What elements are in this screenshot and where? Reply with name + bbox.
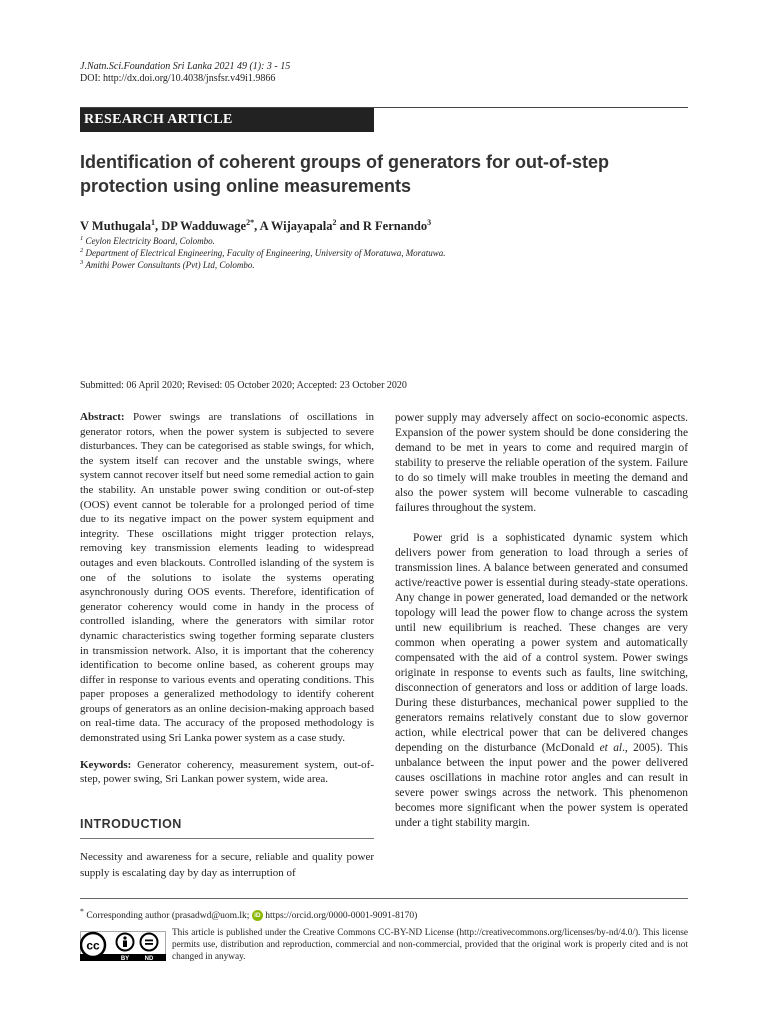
affiliation-2-sup: 2 — [80, 247, 84, 254]
citation-et-al: et al — [599, 742, 623, 754]
cc-by-nd-badge-icon[interactable] — [80, 931, 166, 961]
by-text: BY — [120, 956, 130, 961]
footer-rule — [80, 898, 688, 899]
author-3: A Wijayapala — [259, 219, 333, 234]
author-conjunction: and — [339, 219, 360, 234]
paper-title: Identification of coherent groups of generators for out-of-step protection using online measurements — [80, 152, 609, 196]
right-paragraph-2-text-b: ., 2005). This unbalance between the input power and the power delivered causes oscillations in machine rotor angles and can result in severe power swings across the network. This phenomenon becomes more significant when the power system is operated under a tight stability margin. — [395, 742, 688, 829]
introduction-paragraph: Necessity and awareness for a secure, reliable and quality power supply is escalating day by day as interruption of — [80, 851, 374, 879]
author-3-sup: 2 — [332, 218, 337, 227]
cc-text: cc — [86, 938, 100, 953]
right-paragraph-1: power supply may adversely affect on socio-economic aspects. Expansion of the power system should be done considering the demand to be met in years to come and required margin of stability to preserve the reliable operation of the system. Failure to do so timely will make troubles in meeting the demand and also the power system will become vulnerable to cascading failures throughout the system. — [395, 412, 688, 514]
doi-link[interactable]: DOI: http://dx.doi.org/10.4038/jnsfsr.v49i1.9866 — [80, 73, 276, 84]
keywords — [80, 758, 374, 787]
introduction-heading: INTRODUCTION — [80, 817, 182, 831]
right-paragraph-2-text-a: Power grid is a sophisticated dynamic system which delivers power from generation to load through a series of transmission lines. A balance between generated and consumed active/reactive power is essential during steady-state operations. Any change in power generated, load demanded or the network topology will lead the power flow to change across the system until new equilibrium is reached. These changes are very common when operating a power system and automatically compensated with the aid of a control system. Power swings originate in response to events such as faults, line switching, disconnection of generators and loss or addition of large loads. During these disturbances, mechanical power supplied to the generators remains relatively constant due to slow governor action, while electrical power that can be delivered changes depending on the disturbance (McDonald — [395, 532, 688, 754]
abstract-text: Power swings are translations of oscillations in generator rotors, when the power system is subjected to severe disturbances. They can be categorised as stable swings, for which, the system itself can recover and the unstable swings, where system cannot recover itself but need some remedial action to gain the stability. An unstable power swing condition or out-of-step (OOS) event cannot be tolerable for a prolonged period of time due to its negative impact on the power system equipment and integrity. These oscillations might trigger protection relays, removing key transmission elements leading to widespread outages and even blackouts. Controlled islanding of the system is one of the solutions to isolate the systems operating asynchronously during OOS events. Therefore, identification of generator coherency would come in handy in the process of controlled islanding, where the generators with similar rotor dynamic characteristics swing together forming separate clusters in transmission network. Also, it is important that the coherency identification to become online based, as coherent groups may differ in response to various events and operating conditions. This paper proposes a generalized methodology to identify coherent groups of generators as an online decision-making approach based on real-time data. The accuracy of the proposed methodology is demonstrated using Sri Lanka power system as a case study. — [80, 411, 375, 745]
submission-dates: Submitted: 06 April 2020; Revised: 05 October 2020; Accepted: 23 October 2020 — [80, 380, 407, 391]
corresponding-author — [80, 906, 417, 922]
abstract-label: Abstract: — [80, 411, 125, 423]
keywords-label: Keywords: — [80, 758, 132, 771]
orcid-icon[interactable]: iD — [252, 910, 263, 921]
right-paragraph-2 — [395, 531, 688, 831]
author-4-sup: 3 — [427, 218, 432, 227]
affiliation-3-text: Amithi Power Consultants (Pvt) Ltd, Colombo. — [85, 260, 255, 270]
affiliation-2-text: Department of Electrical Engineering, Faculty of Engineering, University of Moratuwa, Moratuwa. — [85, 248, 446, 258]
right-column — [395, 411, 688, 831]
keywords-text: Generator coherency, measurement system, out-of-step, power swing, Sri Lankan power system, wide area. — [80, 758, 374, 786]
journal-citation: J.Natn.Sci.Foundation Sri Lanka 2021 49 (1): 3 - 15 — [80, 61, 291, 72]
corr-asterisk: * — [80, 907, 84, 916]
author-1-sup: 1 — [150, 218, 155, 227]
orcid-link[interactable]: https://orcid.org/0000-0001-9091-8170) — [265, 911, 418, 922]
article-type-banner: RESEARCH ARTICLE — [80, 108, 374, 132]
license-text: This article is published under the Creative Commons CC-BY-ND License (http://creativecommons.org/licenses/by-nd/4.0/). This license permits use, distribution and reproduction, commercial and non-commercial, provided that the original work is properly cited and is not changed in anyway. — [172, 928, 688, 962]
nd-text: ND — [144, 956, 154, 961]
affiliation-1-text: Ceylon Electricity Board, Colombo. — [85, 236, 215, 246]
author-2-sup: 2* — [246, 218, 255, 227]
abstract — [80, 410, 374, 746]
author-1: V Muthugala — [80, 219, 151, 234]
corr-text: Corresponding author (prasadwd@uom.lk; — [86, 911, 250, 922]
affiliation-1-sup: 1 — [80, 235, 84, 242]
author-2: DP Wadduwage — [161, 219, 247, 234]
left-column — [80, 410, 374, 787]
introduction-rule — [80, 838, 374, 839]
author-4: R Fernando — [362, 219, 428, 234]
author-list: V Muthugala$^1$, DP Wadduwage$^{2*}$, A Wijayapala$^2$ and R Fernando$^3$ — [80, 218, 432, 234]
affiliation-3-sup: 3 — [80, 259, 84, 266]
affiliation-3 — [80, 257, 255, 271]
